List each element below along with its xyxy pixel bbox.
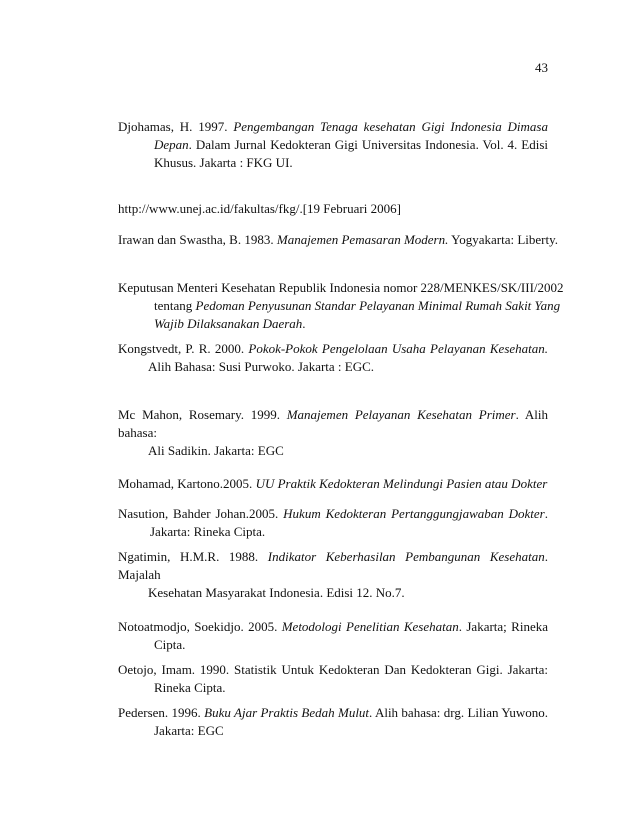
reference-pedersen xyxy=(118,704,548,740)
reference-keputusan-menteri xyxy=(118,279,564,333)
reference-notoatmodjo xyxy=(118,618,548,654)
reference-line: Pedersen. 1996. Buku Ajar Praktis Bedah Mulut. Alih bahasa: drg. Lilian Yuwono. xyxy=(118,705,548,720)
reference-line: Nasution, Bahder Johan.2005. Hukum Kedokteran Pertanggungjawaban Dokter. xyxy=(118,506,548,521)
reference-line: Irawan dan Swastha, B. 1983. Manajemen Pemasaran Modern. Yogyakarta: Liberty. xyxy=(118,232,558,247)
reference-ngatimin xyxy=(118,548,548,602)
reference-line: Keputusan Menteri Kesehatan Republik Indonesia nomor 228/MENKES/SK/III/2002 xyxy=(118,280,564,295)
reference-nasution xyxy=(118,505,548,541)
reference-irawan xyxy=(118,231,558,249)
reference-kongstvedt xyxy=(118,340,548,376)
reference-line: Mc Mahon, Rosemary. 1999. Manajemen Pelayanan Kesehatan Primer. Alih bahasa: xyxy=(118,407,548,440)
reference-djohamas xyxy=(118,118,548,172)
reference-line: Cipta. xyxy=(154,637,186,652)
reference-line: Khusus. Jakarta : FKG UI. xyxy=(154,155,293,170)
reference-line: Jakarta: EGC xyxy=(154,723,224,738)
reference-line: Kongstvedt, P. R. 2000. Pokok-Pokok Pengelolaan Usaha Pelayanan Kesehatan. xyxy=(118,341,549,356)
reference-line: Kesehatan Masyarakat Indonesia. Edisi 12. No.7. xyxy=(148,585,405,600)
reference-line: Oetojo, Imam. 1990. Statistik Untuk Kedokteran Dan Kedokteran Gigi. Jakarta: xyxy=(118,662,548,677)
reference-line: Mohamad, Kartono.2005. UU Praktik Kedokteran Melindungi Pasien atau Dokter xyxy=(118,476,548,491)
page-number: 43 xyxy=(535,60,548,75)
reference-line: Depan. Dalam Jurnal Kedokteran Gigi Universitas Indonesia. Vol. 4. Edisi xyxy=(154,137,548,152)
reference-line: Djohamas, H. 1997. Pengembangan Tenaga kesehatan Gigi Indonesia Dimasa xyxy=(118,119,548,134)
reference-line: Jakarta: Rineka Cipta. xyxy=(150,524,266,539)
reference-unej-url xyxy=(118,200,548,218)
reference-mc-mahon xyxy=(118,406,548,460)
reference-oetojo xyxy=(118,661,548,697)
reference-mohamad xyxy=(118,475,548,493)
reference-line: Ngatimin, H.M.R. 1988. Indikator Keberhasilan Pembangunan Kesehatan. Majalah xyxy=(118,549,548,582)
reference-line: Rineka Cipta. xyxy=(154,680,226,695)
reference-line: Notoatmodjo, Soekidjo. 2005. Metodologi Penelitian Kesehatan. Jakarta; Rineka xyxy=(118,619,548,634)
reference-line: Wajib Dilaksanakan Daerah. xyxy=(154,316,306,331)
reference-line: Alih Bahasa: Susi Purwoko. Jakarta : EGC. xyxy=(148,359,375,374)
reference-line: http://www.unej.ac.id/fakultas/fkg/.[19 Februari 2006] xyxy=(118,201,401,216)
reference-line: tentang Pedoman Penyusunan Standar Pelayanan Minimal Rumah Sakit Yang xyxy=(154,298,561,313)
reference-line: Ali Sadikin. Jakarta: EGC xyxy=(148,443,284,458)
